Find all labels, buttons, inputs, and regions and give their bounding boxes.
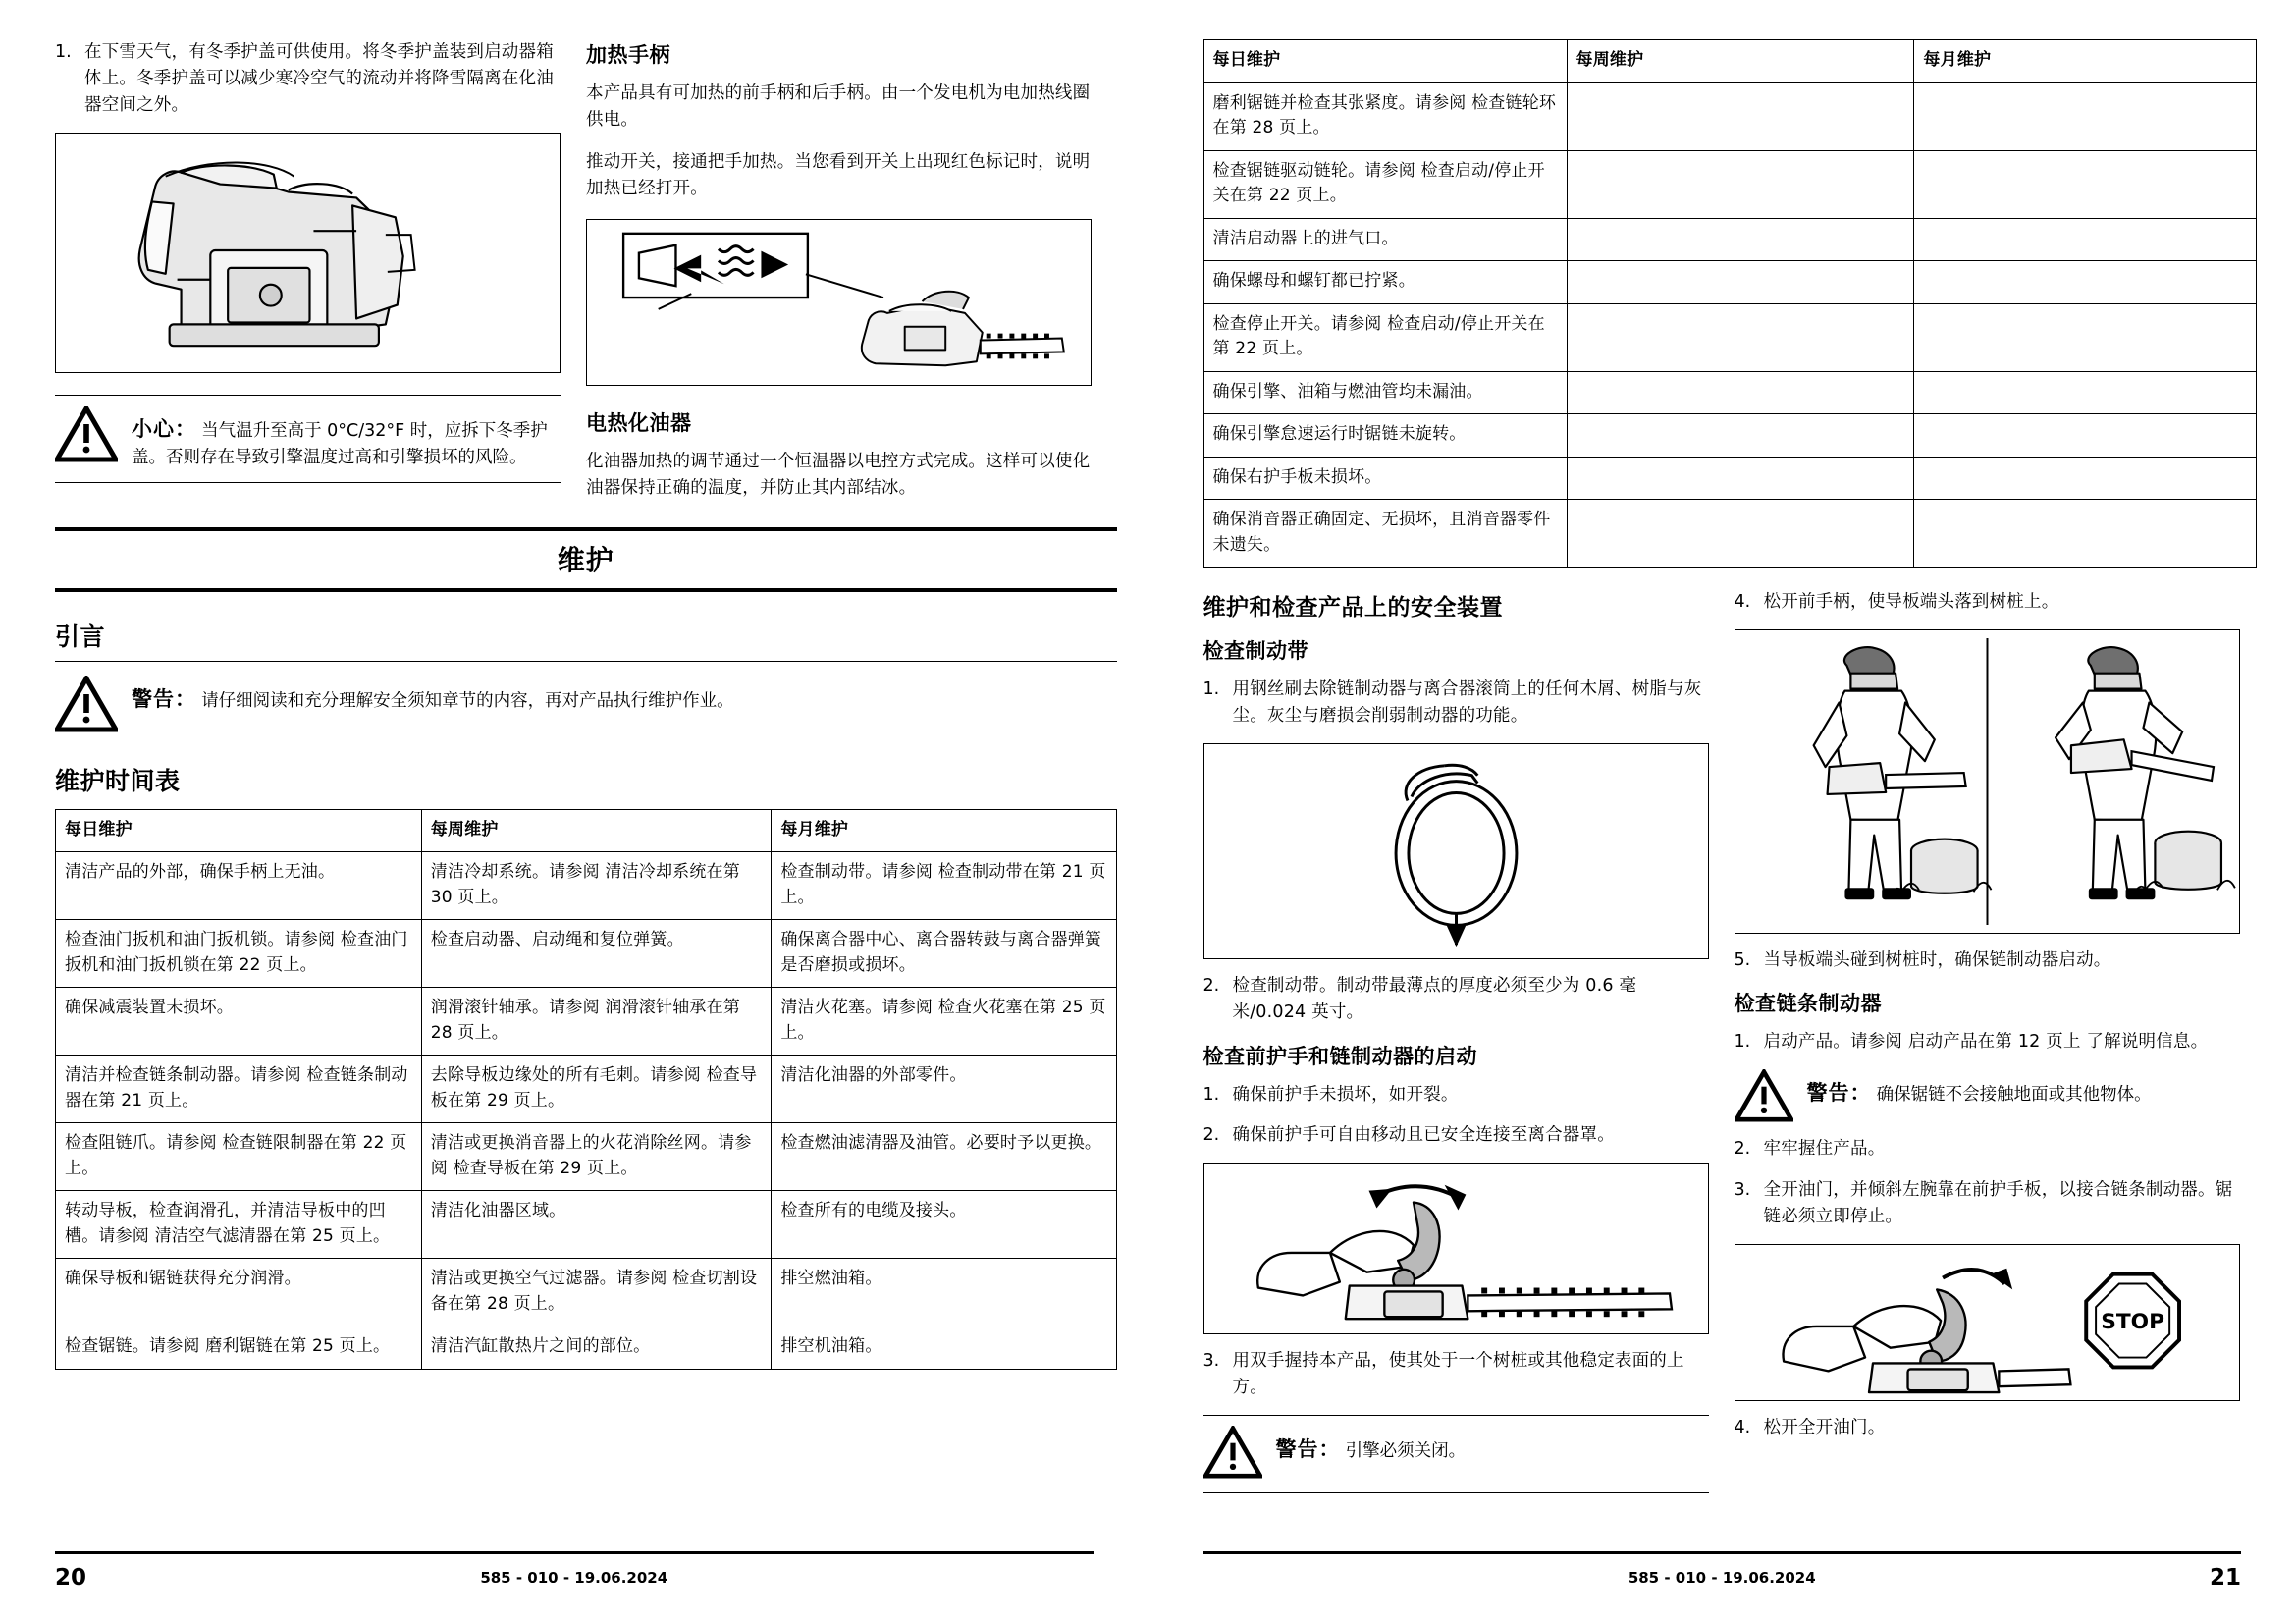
table-cell: 检查锯链驱动链轮。请参阅 检查启动/停止开关在第 22 页上。: [1203, 150, 1567, 218]
table-cell: 确保导板和锯链获得充分润滑。: [56, 1259, 422, 1326]
list-text: 启动产品。请参阅 启动产品在第 12 页上 了解说明信息。: [1763, 1032, 2209, 1053]
list-text: 松开全开油门。: [1763, 1417, 1886, 1437]
heading-maintain-safety-devices: 维护和检查产品上的安全装置: [1202, 595, 1503, 621]
list-item: [1203, 973, 1709, 1026]
table-row: [1203, 218, 2257, 261]
list-item: [1735, 1177, 2240, 1230]
table-row: [1203, 457, 2257, 500]
table-row: [1203, 371, 2257, 414]
list-text: 确保前护手可自由移动且已安全连接至离合器罩。: [1232, 1124, 1615, 1145]
warning-block-introduction: [55, 676, 742, 736]
table-cell: [1567, 218, 1914, 261]
right-col-2: [1735, 589, 2240, 1499]
list-number: 4.: [1734, 1417, 1751, 1437]
list-text: 用双手握持本产品，使其处于一个树桩或其他稳定表面的上方。: [1232, 1350, 1684, 1397]
table-cell: [1567, 414, 1914, 458]
list-item: [1735, 1415, 2240, 1441]
footer-row: [55, 1564, 1094, 1592]
figure-chainsaw-winter-cover: [55, 133, 561, 373]
figure-handle-heater-switch: [586, 219, 1092, 386]
heading-electric-carb-heater: 电热化油器: [586, 410, 692, 435]
table-cell: 转动导板，检查润滑孔，并清洁导板中的凹槽。请参阅 清洁空气滤清器在第 25 页上。: [56, 1191, 422, 1259]
table-header-monthly: 每月维护: [1914, 40, 2257, 83]
warning-triangle-icon: [1735, 1069, 1793, 1126]
table-cell: 清洁化油器区域。: [421, 1191, 772, 1259]
list-number: 1.: [1202, 679, 1220, 699]
heading-check-brake-band: 检查制动带: [1202, 639, 1308, 663]
heading-heated-handle: 加热手柄: [586, 43, 670, 67]
list-item: [1203, 1122, 1709, 1149]
list-text: 全开油门，并倾斜左腕靠在前护手板，以接合链条制动器。锯链必须立即停止。: [1763, 1179, 2233, 1226]
warning-label: 警告：: [1806, 1081, 1872, 1106]
list-number: 2.: [1202, 976, 1220, 997]
right-page-footer: [1148, 1551, 2296, 1591]
table-cell: 确保引擎、油箱与燃油管均未漏油。: [1203, 371, 1567, 414]
table-cell: 润滑滚针轴承。请参阅 润滑滚针轴承在第 28 页上。: [421, 988, 772, 1056]
list-number: 3.: [1202, 1350, 1220, 1371]
caution-text: 当气温升至高于 0°C/32°F 时，应拆下冬季护盖。否则存在导致引擎温度过高和引擎损坏的风险。: [132, 421, 548, 467]
table-cell: 清洁并检查链条制动器。请参阅 检查链条制动器在第 21 页上。: [56, 1056, 422, 1123]
table-cell: [1567, 371, 1914, 414]
warning-label: 警告：: [132, 686, 196, 711]
list-text: 检查制动带。制动带最薄点的厚度必须至少为 0.6 毫米/0.024 英寸。: [1232, 976, 1637, 1023]
left-col-1: [55, 39, 561, 517]
table-cell: 检查锯链。请参阅 磨利锯链在第 25 页上。: [56, 1326, 422, 1370]
list-item: [55, 39, 561, 119]
list-text: 当导板端头碰到树桩时，确保链制动器启动。: [1763, 950, 2111, 971]
stop-sign-label: STOP: [2100, 1309, 2164, 1334]
table-row: [1203, 150, 2257, 218]
caution-block-winter-cover: [55, 395, 561, 483]
table-row: [56, 920, 1117, 988]
figure-chain-brake-stop: [1735, 1244, 2240, 1401]
table-header-row: [1203, 40, 2257, 83]
front-guard-list-3: [1735, 589, 2240, 616]
warning-text: 确保锯链不会接触地面或其他物体。: [1876, 1085, 2152, 1106]
table-cell: [1914, 82, 2257, 150]
chain-brake-list-3: [1735, 1415, 2240, 1441]
list-item: [1735, 947, 2240, 974]
table-cell: 清洁冷却系统。请参阅 清洁冷却系统在第 30 页上。: [421, 852, 772, 920]
list-item: [1203, 1348, 1709, 1401]
table-cell: [1914, 500, 2257, 568]
list-number: 3.: [1734, 1179, 1751, 1200]
table-cell: 确保离合器中心、离合器转鼓与离合器弹簧是否磨损或损坏。: [772, 920, 1116, 988]
table-cell: [1914, 261, 2257, 304]
table-cell: 检查启动器、启动绳和复位弹簧。: [421, 920, 772, 988]
heated-handle-paragraph-2: 推动开关，接通把手加热。当您看到开关上出现红色标记时，说明加热已经打开。: [586, 152, 1091, 199]
front-guard-list-2: [1203, 1348, 1709, 1401]
maintenance-schedule-table: [55, 809, 1117, 1370]
table-cell: 清洁化油器的外部零件。: [772, 1056, 1116, 1123]
table-header-weekly: 每周维护: [421, 809, 772, 852]
brake-band-list-2: [1203, 973, 1709, 1026]
left-page-footer: [0, 1551, 1148, 1591]
front-guard-list: [1203, 1082, 1709, 1149]
table-cell: 检查所有的电缆及接头。: [772, 1191, 1116, 1259]
caution-body: [132, 406, 561, 470]
left-page-top-columns: [55, 39, 1117, 517]
brake-band-list: [1203, 677, 1709, 730]
table-cell: 检查油门扳机和油门扳机锁。请参阅 检查油门扳机和油门扳机锁在第 22 页上。: [56, 920, 422, 988]
table-cell: [1914, 371, 2257, 414]
warning-body: [1276, 1426, 1467, 1464]
warning-triangle-icon: [1203, 1426, 1262, 1483]
table-cell: 清洁或更换消音器上的火花消除丝网。请参阅 检查导板在第 29 页上。: [421, 1123, 772, 1191]
table-cell: [1914, 150, 2257, 218]
table-row: [56, 1123, 1117, 1191]
table-cell: [1914, 218, 2257, 261]
table-cell: 检查燃油滤清器及油管。必要时予以更换。: [772, 1123, 1116, 1191]
warning-block-engine-off: [1203, 1415, 1709, 1493]
table-cell: 检查停止开关。请参阅 检查启动/停止开关在第 22 页上。: [1203, 303, 1567, 371]
heated-handle-paragraph-1: 本产品具有可加热的前手柄和后手柄。由一个发电机为电加热线圈供电。: [586, 83, 1091, 131]
table-cell: [1914, 303, 2257, 371]
table-cell: 排空燃油箱。: [772, 1259, 1116, 1326]
footer-row: [1203, 1564, 2242, 1592]
table-row: [56, 852, 1117, 920]
table-cell: [1567, 500, 1914, 568]
chapter-title-maintenance: 维护: [55, 527, 1117, 592]
footer-rule: [55, 1551, 1094, 1554]
page-number: 21: [2209, 1565, 2241, 1591]
table-cell: [1567, 82, 1914, 150]
table-header-monthly: 每月维护: [772, 809, 1116, 852]
list-text: 用钢丝刷去除链制动器与离合器滚筒上的任何木屑、树脂与灰尘。灰尘与磨损会削弱制动器的功能。: [1232, 679, 1702, 727]
winter-cover-list: [55, 39, 561, 119]
chain-brake-list-2: [1735, 1136, 2240, 1229]
table-cell: 清洁汽缸散热片之间的部位。: [421, 1326, 772, 1370]
table-cell: 清洁产品的外部，确保手柄上无油。: [56, 852, 422, 920]
chain-brake-list: [1735, 1029, 2240, 1056]
right-page-columns: [1203, 589, 2258, 1499]
list-number: 2.: [1734, 1139, 1751, 1160]
table-row: [56, 1259, 1117, 1326]
table-cell: 清洁火花塞。请参阅 检查火花塞在第 25 页上。: [772, 988, 1116, 1056]
table-row: [56, 988, 1117, 1056]
table-header-row: [56, 809, 1117, 852]
list-text: 牢牢握住产品。: [1763, 1139, 1886, 1160]
table-cell: [1567, 150, 1914, 218]
table-row: [56, 1326, 1117, 1370]
table-row: [1203, 261, 2257, 304]
table-cell: 确保减震装置未损坏。: [56, 988, 422, 1056]
heading-introduction: 引言: [55, 618, 1117, 662]
maintenance-schedule-table-continued: [1203, 39, 2258, 568]
table-cell: 检查阻链爪。请参阅 检查链限制器在第 22 页上。: [56, 1123, 422, 1191]
table-row: [1203, 303, 2257, 371]
list-number: 1.: [1734, 1032, 1751, 1053]
footer-rule: [1203, 1551, 2242, 1554]
list-number: 5.: [1734, 950, 1751, 971]
warning-triangle-icon: [55, 406, 118, 466]
warning-text: 引擎必须关闭。: [1345, 1441, 1467, 1461]
right-col-1: [1203, 589, 1709, 1499]
table-row: [1203, 414, 2257, 458]
warning-text: 请仔细阅读和充分理解安全须知章节的内容，再对产品执行维护作业。: [201, 690, 734, 711]
heading-check-front-guard: 检查前护手和链制动器的启动: [1202, 1044, 1477, 1068]
table-cell: 确保消音器正确固定、无损坏，且消音器零件未遗失。: [1203, 500, 1567, 568]
page-number: 20: [55, 1565, 87, 1591]
right-page: [1148, 0, 2296, 1624]
table-cell: 磨利锯链并检查其张紧度。请参阅 检查链轮环在第 28 页上。: [1203, 82, 1567, 150]
table-cell: 确保螺母和螺钉都已拧紧。: [1203, 261, 1567, 304]
list-text: 松开前手柄，使导板端头落到树桩上。: [1763, 592, 2059, 612]
list-item: [1735, 1029, 2240, 1056]
caution-label: 小心：: [132, 417, 196, 442]
warning-body: [1807, 1069, 2152, 1108]
footer-doc-id: 585 - 010 - 19.06.2024: [480, 1569, 668, 1587]
list-number: 4.: [1734, 592, 1751, 612]
table-cell: [1567, 303, 1914, 371]
table-header-weekly: 每周维护: [1567, 40, 1914, 83]
table-cell: [1567, 261, 1914, 304]
table-cell: [1567, 457, 1914, 500]
list-text: 确保前护手未损坏，如开裂。: [1232, 1084, 1459, 1105]
table-cell: [1914, 414, 2257, 458]
heading-maintenance-schedule: 维护时间表: [55, 766, 181, 795]
warning-body: [132, 676, 734, 714]
table-cell: 确保引擎怠速运行时锯链未旋转。: [1203, 414, 1567, 458]
list-number: 1.: [1202, 1084, 1220, 1105]
table-row: [56, 1056, 1117, 1123]
list-item: [1735, 589, 2240, 616]
table-cell: 清洁启动器上的进气口。: [1203, 218, 1567, 261]
table-header-daily: 每日维护: [56, 809, 422, 852]
table-cell: 去除导板边缘处的所有毛刺。请参阅 检查导板在第 29 页上。: [421, 1056, 772, 1123]
list-item: [1203, 1082, 1709, 1109]
table-row: [1203, 500, 2257, 568]
maintenance-schedule-continued-body: [1203, 82, 2257, 568]
table-cell: 清洁或更换空气过滤器。请参阅 检查切割设备在第 28 页上。: [421, 1259, 772, 1326]
list-item: [1735, 1136, 2240, 1163]
warning-triangle-icon: [55, 676, 118, 736]
list-number: 2.: [1202, 1124, 1220, 1145]
list-item: [1203, 677, 1709, 730]
list-number: 1.: [55, 42, 72, 62]
table-cell: 排空机油箱。: [772, 1326, 1116, 1370]
heading-check-chain-brake: 检查链条制动器: [1734, 992, 1882, 1016]
footer-doc-id: 585 - 010 - 19.06.2024: [1628, 1569, 1816, 1587]
table-cell: 确保右护手板未损坏。: [1203, 457, 1567, 500]
table-header-daily: 每日维护: [1203, 40, 1567, 83]
left-col-2: [586, 39, 1092, 517]
carb-paragraph-1: 化油器加热的调节通过一个恒温器以电控方式完成。这样可以使化油器保持正确的温度，并防止其内部结冰。: [586, 451, 1091, 498]
figure-operator-stump-two-steps: [1735, 629, 2240, 934]
table-row: [56, 1191, 1117, 1259]
table-cell: 检查制动带。请参阅 检查制动带在第 21 页上。: [772, 852, 1116, 920]
figure-front-guard-movement: [1203, 1163, 1709, 1334]
front-guard-list-4: [1735, 947, 2240, 974]
maintenance-schedule-body: [56, 852, 1117, 1370]
warning-label: 警告：: [1275, 1437, 1341, 1461]
list-text: 在下雪天气，有冬季护盖可供使用。将冬季护盖装到启动器箱体上。冬季护盖可以减少寒冷空气的流动并将降雪隔离在化油器空间之外。: [84, 42, 554, 116]
table-cell: [1914, 457, 2257, 500]
warning-block-chain-contact: [1735, 1069, 2240, 1126]
figure-brake-band: [1203, 743, 1709, 959]
table-row: [1203, 82, 2257, 150]
